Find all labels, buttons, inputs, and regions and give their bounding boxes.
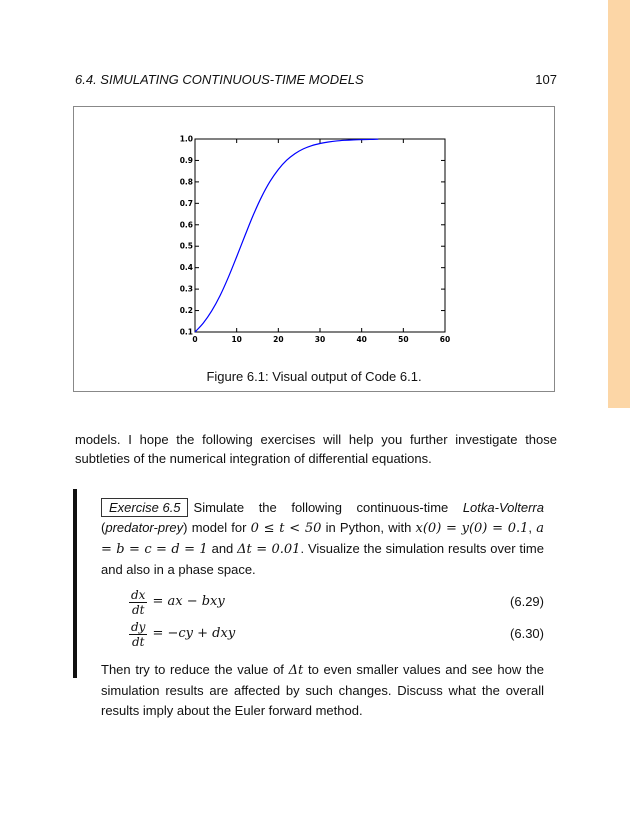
y-tick-label: 0.1 [179, 327, 193, 337]
x-tick-label: 10 [231, 335, 242, 344]
delta-t: Δt [288, 663, 304, 678]
y-tick-label: 1.0 [179, 134, 193, 144]
x-tick-label: 50 [398, 335, 409, 344]
x-tick-label: 20 [273, 335, 284, 344]
equation-rhs: = −cy + dxy [152, 626, 236, 641]
x-tick-label: 30 [314, 335, 326, 344]
exercise-block [101, 498, 544, 721]
x-tick-label: 40 [356, 335, 367, 344]
x-tick-label: 0 [192, 335, 198, 344]
equation-6-29 [101, 586, 544, 618]
section-title: 6.4. SIMULATING CONTINUOUS-TIME MODELS [75, 72, 364, 87]
y-tick-label: 0.7 [179, 198, 193, 208]
equation-number: (6.29) [510, 594, 544, 609]
y-tick-label: 0.9 [179, 155, 193, 165]
parameters: a = b = c = d = 1 [101, 521, 544, 557]
exercise-label: Exercise 6.5 [101, 498, 188, 517]
y-tick-label: 0.3 [179, 284, 193, 294]
y-tick-label: 0.5 [179, 241, 193, 251]
figure-caption: Figure 6.1: Visual output of Code 6.1. [206, 369, 422, 384]
y-tick-label: 0.8 [179, 177, 193, 187]
equation-6-30 [101, 618, 544, 650]
equation-rhs: = ax − bxy [152, 594, 225, 609]
exercise-followup-text: Then try to reduce the value of Δt to even smaller values and see how the simulation results are affected by such changes. Discuss what the overall results imply about the Euler forward method. [101, 662, 545, 718]
time-step: Δt = 0.01 [237, 542, 301, 557]
y-tick-label: 0.4 [179, 263, 193, 273]
initial-conditions: x(0) = y(0) = 0.1 [415, 521, 529, 536]
exercise-margin-bar [73, 489, 77, 678]
line-chart [74, 107, 554, 357]
model-alt-name: predator-prey [105, 520, 184, 535]
figure-6-1 [73, 106, 555, 392]
model-name: Lotka-Volterra [462, 500, 544, 515]
body-paragraph: models. I hope the following exercises will help you further investigate those subtleties of the numerical integration of differential equations. [75, 432, 557, 466]
running-head [75, 72, 557, 87]
side-tab [608, 0, 630, 408]
plot-area [195, 139, 445, 332]
y-tick-label: 0.2 [179, 306, 193, 316]
y-tick-label: 0.6 [179, 220, 193, 230]
derivative-dx-dt: $\frac{dx}{dt}$ [131, 587, 146, 617]
derivative-dy-dt: $\frac{dy}{dt}$ [131, 619, 146, 649]
time-range: 0 ≤ t < 50 [250, 521, 322, 536]
page-number: 107 [535, 72, 557, 87]
equation-number: (6.30) [510, 626, 544, 641]
exercise-text: Exercise 6.5 Simulate the following continuous-time Lotka-Volterra (predator-prey) model for 0 ≤ t < 50 in Python, with x(0) = y(0) = 0.1, a = b = c = d = 1 and Δt = 0.01. Visualize the simulation results over time and also in a phase space. [101, 500, 544, 577]
x-tick-label: 60 [439, 335, 451, 344]
